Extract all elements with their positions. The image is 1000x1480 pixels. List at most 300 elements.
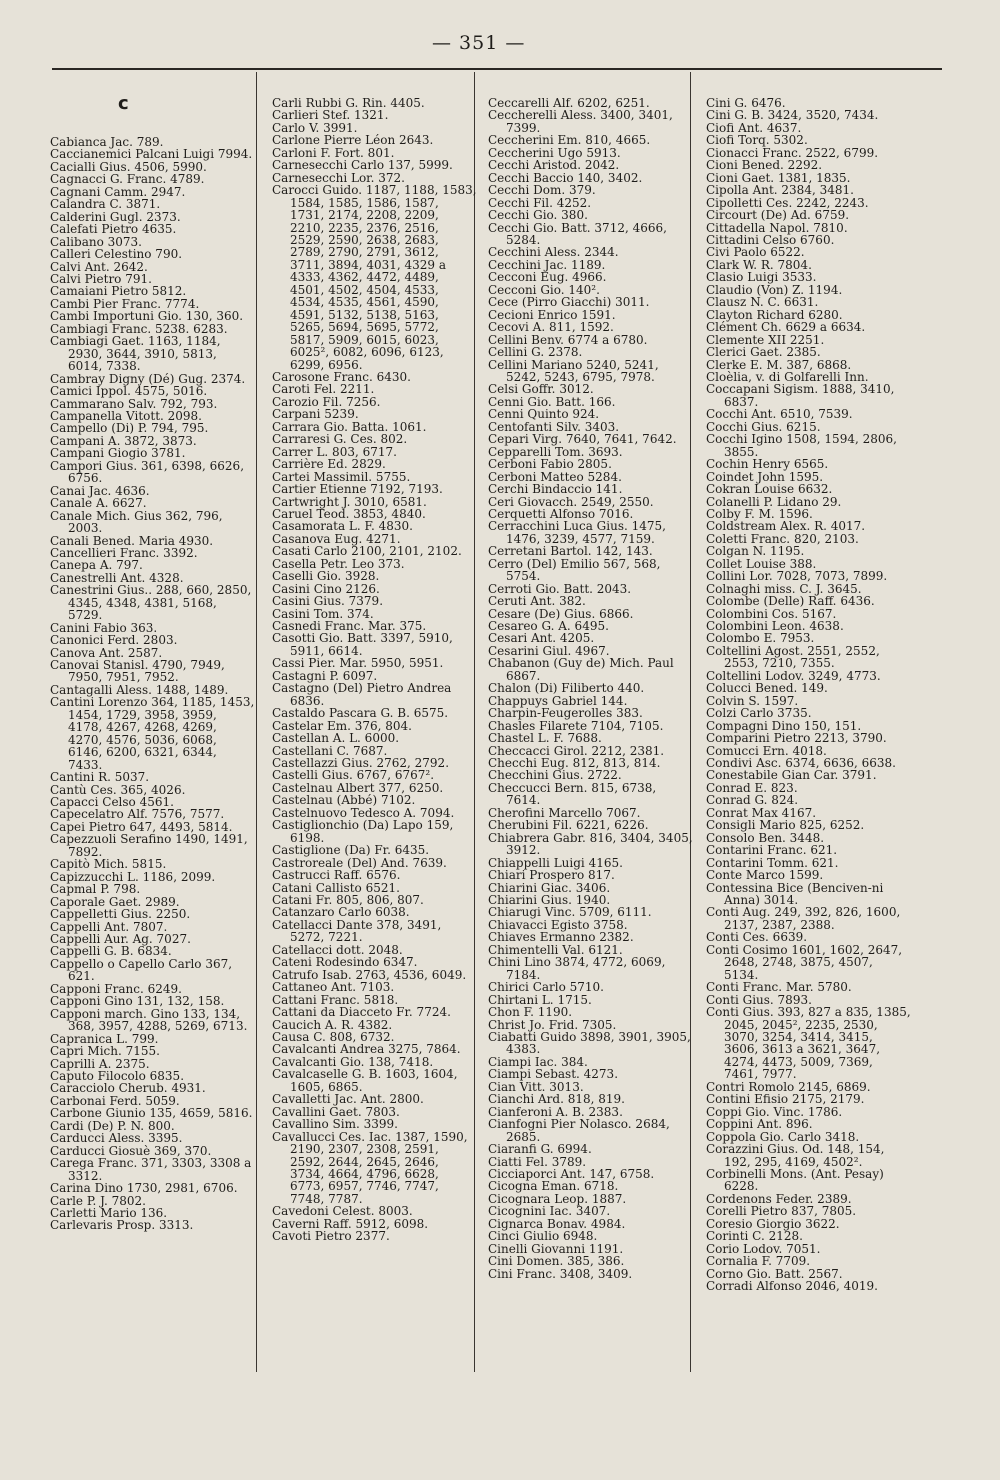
index-entry: Cecchi Dom. 379. xyxy=(488,183,596,198)
index-entry: Capponi Franc. 6249. xyxy=(50,981,182,996)
index-entry: Charpin-Feugerolles 383. xyxy=(488,706,643,721)
index-entry: Colzi Carlo 3735. xyxy=(706,706,812,721)
index-entry: Carega Franc. 371, 3303, 3308 a 3312. xyxy=(50,1156,252,1183)
index-entry: Cecconi Eug. 4966. xyxy=(488,270,607,285)
column-divider xyxy=(256,72,257,1372)
index-entry: Castaldo Pascara G. B. 6575. xyxy=(272,706,449,721)
index-entry: Colvin S. 1597. xyxy=(706,693,799,708)
index-entry: Casini Cino 2126. xyxy=(272,581,380,596)
index-entry: Cece (Pirro Giacchi) 3011. xyxy=(488,295,650,310)
index-entry: Calleri Celestino 790. xyxy=(50,247,183,262)
index-entry: Conrad G. 824. xyxy=(706,793,799,808)
index-entry: Cavalcaselle G. B. 1603, 1604, 1605, 6865. xyxy=(272,1067,458,1094)
index-entry: Chirtani L. 1715. xyxy=(488,992,592,1007)
index-entry: Caporale Gaet. 2989. xyxy=(50,894,180,909)
index-entry: Compagni Dino 150, 151. xyxy=(706,718,862,733)
index-entry: Castroreale (Del) And. 7639. xyxy=(272,855,447,870)
index-entry: Calvi Pietro 791. xyxy=(50,271,152,286)
index-entry: Catellacci Dante 378, 3491, 5272, 7221. xyxy=(272,917,442,945)
index-entry: Checcacci Girol. 2212, 2381. xyxy=(488,743,665,758)
index-entry: Calefati Pietro 4635. xyxy=(50,222,177,237)
index-entry: Capitò Mich. 5815. xyxy=(50,857,167,872)
index-entry: Carosone Franc. 6430. xyxy=(272,369,411,384)
index-entry: Coresio Giorgio 3622. xyxy=(706,1216,840,1231)
index-entry: Casamorata L. F. 4830. xyxy=(272,519,413,534)
index-entry: Carlieri Stef. 1321. xyxy=(272,108,389,123)
index-entry: Canali Bened. Maria 4930. xyxy=(50,533,214,548)
index-entry: Carlo V. 3991. xyxy=(272,120,358,135)
index-entry: Cavedoni Celest. 8003. xyxy=(272,1204,413,1219)
index-entry: Cesari Ant. 4205. xyxy=(488,631,595,646)
index-entry: Clark W. R. 7804. xyxy=(706,257,812,272)
index-entry: Caruel Teod. 3853, 4840. xyxy=(272,506,426,521)
index-entry: Carrière Ed. 2829. xyxy=(272,457,386,472)
index-entry: Corbinelli Mons. (Ant. Pesay) 6228. xyxy=(706,1166,884,1194)
index-entry: Cerro (Del) Emilio 567, 568, 5754. xyxy=(488,556,661,584)
index-entry: Cianfogni Pier Nolasco. 2684, 2685. xyxy=(488,1117,670,1144)
index-entry: Ciabatti Guido 3898, 3901, 3905, 4383. xyxy=(488,1029,691,1057)
index-entry: Condivi Asc. 6374, 6636, 6638. xyxy=(706,756,896,771)
index-entry: Casella Petr. Leo 373. xyxy=(272,556,405,571)
index-entry: Caputo Filocolo 6835. xyxy=(50,1068,185,1083)
index-entry: Chiavacci Egisto 3758. xyxy=(488,917,628,932)
index-entry: Conrat Max 4167. xyxy=(706,805,817,820)
index-entry: Cecovi A. 811, 1592. xyxy=(488,320,614,335)
index-entry: Ciofi Ant. 4637. xyxy=(706,120,802,135)
index-entry: Cecchi Baccio 140, 3402. xyxy=(488,170,643,185)
index-entry: Campello (Di) P. 794, 795. xyxy=(50,421,209,436)
index-entry: Carnesecchi Lor. 372. xyxy=(272,170,405,185)
index-entry: Corno Gio. Batt. 2567. xyxy=(706,1266,843,1281)
index-entry: Conti Franc. Mar. 5780. xyxy=(706,980,852,995)
index-entry: Capei Pietro 647, 4493, 5814. xyxy=(50,819,233,834)
index-entry: Castellan A. L. 6000. xyxy=(272,731,400,746)
index-entry: Cancellieri Franc. 3392. xyxy=(50,545,198,560)
index-entry: Colombini Leon. 4638. xyxy=(706,619,844,634)
index-entry: Castelar Em. 376, 804. xyxy=(272,718,412,733)
index-entry: Casotti Gio. Batt. 3397, 5910, 5911, 6614. xyxy=(272,631,453,658)
index-entry: Civi Paolo 6522. xyxy=(706,245,805,260)
index-entry: Ceri Giovacch. 2549, 2550. xyxy=(488,494,654,509)
index-entry: Chon F. 1190. xyxy=(488,1005,573,1020)
index-entry: Campani Giogio 3781. xyxy=(50,446,186,461)
index-entry: Capri Mich. 7155. xyxy=(50,1044,160,1059)
section-letter: c xyxy=(118,93,129,114)
index-entry: Carletti Mario 136. xyxy=(50,1205,168,1220)
index-entry: Castagni P. 6097. xyxy=(272,668,378,683)
index-entry: Cappelli G. B. 6834. xyxy=(50,944,172,959)
index-entry: Carducci Aless. 3395. xyxy=(50,1131,183,1146)
index-entry: Cepari Virg. 7640, 7641, 7642. xyxy=(488,432,677,447)
index-entry: Colanelli P. Lidano 29. xyxy=(706,494,842,509)
index-entry: Cioni Gaet. 1381, 1835. xyxy=(706,170,851,185)
index-entry: Capecelatro Alf. 7576, 7577. xyxy=(50,807,225,822)
index-entry: Ciofi Torq. 5302. xyxy=(706,133,808,148)
index-entry: Cianchi Ard. 818, 819. xyxy=(488,1092,625,1107)
index-entry: Cicognini Iac. 3407. xyxy=(488,1204,611,1219)
index-entry: Coccapani Sigism. 1888, 3410, 6837. xyxy=(706,382,895,409)
index-entry: Conte Marco 1599. xyxy=(706,868,824,883)
index-entry: Cecconi Gio. 140². xyxy=(488,282,600,297)
index-entry: Castiglione (Da) Fr. 6435. xyxy=(272,843,430,858)
index-entry: Chiarugi Vinc. 5709, 6111. xyxy=(488,905,652,920)
index-entry: Checchi Eug. 812, 813, 814. xyxy=(488,756,661,771)
index-entry: Cappelli Ant. 7807. xyxy=(50,919,168,934)
index-entry: Clasio Luigi 3533. xyxy=(706,270,817,285)
index-entry: Conrad E. 823. xyxy=(706,780,798,795)
index-entry: Cellini G. 2378. xyxy=(488,345,583,360)
index-entry: Canepa A. 797. xyxy=(50,558,143,573)
index-entry: Calderini Gugl. 2373. xyxy=(50,209,181,224)
index-entry: Canale A. 6627. xyxy=(50,496,147,511)
index-entry: Casnedi Franc. Mar. 375. xyxy=(272,619,427,634)
index-entry: Corio Lodov. 7051. xyxy=(706,1241,821,1256)
index-entry: Conti Cosimo 1601, 1602, 2647, 2648, 2748, 3875, 4507, 5134. xyxy=(706,942,903,982)
index-entry: Cerretani Bartol. 142, 143. xyxy=(488,544,653,559)
index-entry: Catellacci dott. 2048. xyxy=(272,942,403,957)
index-entry: Castelli Gius. 6767, 6767². xyxy=(272,768,435,783)
index-column-2 xyxy=(272,97,477,1243)
index-entry: Cokran Louise 6632. xyxy=(706,482,833,497)
index-entry: Cloèlia, v. di Golfarelli Inn. xyxy=(706,369,869,384)
index-entry: Casanova Eug. 4271. xyxy=(272,531,401,546)
index-entry: Cicognara Leop. 1887. xyxy=(488,1191,627,1206)
index-entry: Cavallini Gaet. 7803. xyxy=(272,1104,400,1119)
index-entry: Cochin Henry 6565. xyxy=(706,457,829,472)
index-column-4 xyxy=(706,97,911,1293)
index-entry: Cartier Etienne 7192, 7193. xyxy=(272,482,443,497)
index-entry: Carle P. J. 7802. xyxy=(50,1193,146,1208)
index-entry: Capizzucchi L. 1186, 2099. xyxy=(50,869,216,884)
index-entry: Contessina Bice (Benciven-ni Anna) 3014. xyxy=(706,880,884,907)
index-entry: Cini G. B. 3424, 3520, 7434. xyxy=(706,108,879,123)
index-entry: Carrer L. 803, 6717. xyxy=(272,444,397,459)
index-entry: Claudio (Von) Z. 1194. xyxy=(706,282,843,297)
index-entry: Contini Efisio 2175, 2179. xyxy=(706,1092,865,1107)
index-entry: Cini G. 6476. xyxy=(706,96,786,110)
index-entry: Chalon (Di) Filiberto 440. xyxy=(488,681,645,696)
index-entry: Corazzini Gius. Od. 148, 154, 192, 295, 4169, 4502². xyxy=(706,1142,885,1169)
index-entry: Caccianemici Palcani Luigi 7994. xyxy=(50,147,253,162)
index-entry: Cartwright J. 3010, 6581. xyxy=(272,494,427,509)
index-entry: Chiappelli Luigi 4165. xyxy=(488,855,623,870)
index-entry: Canovai Stanisl. 4790, 7949, 7950, 7951, 7952. xyxy=(50,658,225,685)
index-entry: Chiarini Giac. 3406. xyxy=(488,880,611,895)
index-entry: Clerici Gaet. 2385. xyxy=(706,345,821,360)
index-entry: Coppola Gio. Carlo 3418. xyxy=(706,1129,860,1144)
index-entry: Colombini Cos. 5167. xyxy=(706,606,837,621)
index-entry: Canestrelli Ant. 4328. xyxy=(50,570,184,585)
index-entry: Cantù Ces. 365, 4026. xyxy=(50,782,186,797)
index-entry: Caselli Gio. 3928. xyxy=(272,569,380,584)
index-entry: Calibano 3073. xyxy=(50,234,142,249)
index-entry: Cioni Bened. 2292. xyxy=(706,158,823,173)
index-entry: Cecchi Fil. 4252. xyxy=(488,195,592,210)
index-entry: Cattani Franc. 5818. xyxy=(272,992,399,1007)
index-entry: Catrufo Isab. 2763, 4536, 6049. xyxy=(272,967,467,982)
index-entry: Cerchi Bindaccio 141. xyxy=(488,482,623,497)
index-entry: Caracciolo Cherub. 4931. xyxy=(50,1081,206,1096)
index-entry: Cenni Quinto 924. xyxy=(488,407,600,422)
index-entry: Comucci Ern. 4018. xyxy=(706,743,827,758)
index-entry: Chappuys Gabriel 144. xyxy=(488,693,628,708)
index-entry: Chastel L. F. 7688. xyxy=(488,731,602,746)
index-entry: Castelnuovo Tedesco A. 7094. xyxy=(272,805,455,820)
index-entry: Celsi Goffr. 3012. xyxy=(488,382,594,397)
index-entry: Clemente XII 2251. xyxy=(706,332,825,347)
index-entry: Cambiagi Franc. 5238. 6283. xyxy=(50,321,228,336)
index-entry: Cherofini Marcello 7067. xyxy=(488,805,641,820)
index-entry: Cecioni Enrico 1591. xyxy=(488,307,616,322)
index-entry: Coldstream Alex. R. 4017. xyxy=(706,519,866,534)
index-entry: Cavoti Pietro 2377. xyxy=(272,1229,390,1244)
index-entry: Cantini Lorenzo 364, 1185, 1453, 1454, 1729, 3958, 3959, 4178, 4267, 4268, 4269, 4270, 4576, 5036, 6068, 6146, 6200, 6321, 6344, 7433. xyxy=(50,695,255,772)
index-entry: Casini Tom. 374. xyxy=(272,606,374,621)
index-entry: Chirici Carlo 5710. xyxy=(488,980,604,995)
index-entry: Corelli Pietro 837, 7805. xyxy=(706,1204,857,1219)
index-entry: Carbonai Ferd. 5059. xyxy=(50,1093,180,1108)
index-entry: Ceccherini Em. 810, 4665. xyxy=(488,133,651,148)
index-entry: Causa C. 808, 6732. xyxy=(272,1029,395,1044)
index-entry: Carloni F. Fort. 801. xyxy=(272,145,395,160)
index-entry: Coltellini Agost. 2551, 2552, 2553, 7210, 7355. xyxy=(706,643,880,671)
index-entry: Conti Gius. 7893. xyxy=(706,992,812,1007)
index-entry: Cambiagi Gaet. 1163, 1184, 2930, 3644, 3910, 5813, 6014, 7338. xyxy=(50,334,221,374)
index-entry: Colgan N. 1195. xyxy=(706,544,805,559)
index-entry: Cavallucci Ces. Iac. 1387, 1590, 2190, 2307, 2308, 2591, 2592, 2644, 2645, 2646, 3734, 4664, 4796, 6628, 6773, 6957, 7746, 7747, 7748, 7787. xyxy=(272,1129,468,1206)
index-entry: Cinelli Giovanni 1191. xyxy=(488,1241,624,1256)
index-entry: Cocchi Igino 1508, 1594, 2806, 3855. xyxy=(706,432,897,459)
index-entry: Chiaves Ermanno 2382. xyxy=(488,930,634,945)
index-entry: Cardi (De) P. N. 800. xyxy=(50,1118,175,1133)
index-entry: Calandra C. 3871. xyxy=(50,197,161,212)
index-entry: Cipolletti Ces. 2242, 2243. xyxy=(706,195,869,210)
index-entry: Castellazzi Gius. 2762, 2792. xyxy=(272,756,450,771)
index-entry: Cellini Benv. 6774 a 6780. xyxy=(488,332,648,347)
index-entry: Castiglionchio (Da) Lapo 159, 6198. xyxy=(272,818,454,845)
index-entry: Cerracchini Luca Gius. 1475, 1476, 3239, 4577, 7159. xyxy=(488,519,666,546)
index-entry: Carlevaris Prosp. 3313. xyxy=(50,1218,194,1233)
index-entry: Chasles Filarete 7104, 7105. xyxy=(488,718,664,733)
index-entry: Contarini Tomm. 621. xyxy=(706,855,839,870)
index-entry: Clément Ch. 6629 a 6634. xyxy=(706,320,866,335)
index-entry: Cignarca Bonav. 4984. xyxy=(488,1216,626,1231)
index-entry: Caroti Fel. 2211. xyxy=(272,382,375,397)
index-entry: Cenni Gio. Batt. 166. xyxy=(488,394,616,409)
index-entry: Capacci Celso 4561. xyxy=(50,795,174,810)
index-entry: Circourt (De) Ad. 6759. xyxy=(706,208,850,223)
index-entry: Cianferoni A. B. 2383. xyxy=(488,1104,623,1119)
index-entry: Cambi Pier Franc. 7774. xyxy=(50,296,200,311)
index-entry: Carina Dino 1730, 2981, 6706. xyxy=(50,1181,238,1196)
index-entry: Castellani C. 7687. xyxy=(272,743,388,758)
index-entry: Colucci Bened. 149. xyxy=(706,681,828,696)
index-entry: Conti Aug. 249, 392, 826, 1600, 2137, 2387, 2388. xyxy=(706,905,901,932)
index-column-1 xyxy=(50,136,255,1232)
index-entry: Catani Fr. 805, 806, 807. xyxy=(272,893,424,907)
index-entry: Caucich A. R. 4382. xyxy=(272,1017,393,1032)
index-entry: Cavallino Sim. 3399. xyxy=(272,1117,398,1132)
index-entry: Cecchi Gio. 380. xyxy=(488,208,588,223)
index-entry: Castrucci Raff. 6576. xyxy=(272,868,401,883)
index-entry: Coltellini Lodov. 3249, 4773. xyxy=(706,668,881,683)
index-entry: Ciatti Fel. 3789. xyxy=(488,1154,587,1169)
index-entry: Cappello o Capello Carlo 367, 621. xyxy=(50,956,233,984)
index-entry: Campani A. 3872, 3873. xyxy=(50,433,197,448)
index-entry: Chiari Prospero 817. xyxy=(488,868,615,883)
index-entry: Cicogna Eman. 6718. xyxy=(488,1179,619,1194)
index-entry: Coppi Gio. Vinc. 1786. xyxy=(706,1104,843,1119)
index-entry: Cesarini Giul. 4967. xyxy=(488,643,610,658)
index-entry: Capponi Gino 131, 132, 158. xyxy=(50,994,225,1009)
index-column-3 xyxy=(488,97,693,1280)
index-entry: Centofanti Silv. 3403. xyxy=(488,419,620,434)
index-entry: Carrara Gio. Batta. 1061. xyxy=(272,419,427,434)
index-entry: Cartei Massimil. 5755. xyxy=(272,469,411,484)
index-entry: Capponi march. Gino 133, 134, 368, 3957, 4288, 5269, 6713. xyxy=(50,1006,248,1034)
index-entry: Cerroti Gio. Batt. 2043. xyxy=(488,581,632,596)
index-entry: Cocchi Gius. 6215. xyxy=(706,419,821,434)
index-entry: Cecchi Aristod. 2042. xyxy=(488,158,620,173)
index-entry: Canonici Ferd. 2803. xyxy=(50,633,178,648)
index-entry: Cappelli Aur. Ag. 7027. xyxy=(50,932,191,946)
index-entry: Carducci Giosuè 369, 370. xyxy=(50,1143,212,1158)
index-entry: Cesareo G. A. 6495. xyxy=(488,619,609,634)
index-entry: Capranica L. 799. xyxy=(50,1031,159,1046)
index-entry: Collini Lor. 7028, 7073, 7899. xyxy=(706,569,888,584)
index-entry: Cerboni Matteo 5284. xyxy=(488,469,622,484)
index-entry: Cacialli Gius. 4506, 5990. xyxy=(50,159,207,174)
index-entry: Carraresi G. Ces. 802. xyxy=(272,432,408,447)
index-entry: Canova Ant. 2587. xyxy=(50,645,163,660)
index-entry: Carli Rubbi G. Rin. 4405. xyxy=(272,96,425,110)
index-entry: Consolo Ben. 3448. xyxy=(706,830,825,845)
index-entry: Camaiani Pietro 5812. xyxy=(50,284,187,299)
index-entry: Cittadini Celso 6760. xyxy=(706,232,835,247)
index-entry: Cagnacci G. Franc. 4789. xyxy=(50,172,205,187)
index-entry: Cateni Rodesindo 6347. xyxy=(272,955,418,970)
index-entry: Castelnau (Abbé) 7102. xyxy=(272,793,416,808)
index-entry: Ciaranfi G. 6994. xyxy=(488,1142,592,1157)
index-entry: Cassi Pier. Mar. 5950, 5951. xyxy=(272,656,444,671)
index-entry: Campanella Vitott. 2098. xyxy=(50,408,202,423)
index-entry: Casini Gius. 7379. xyxy=(272,594,384,609)
index-entry: Cavalletti Jac. Ant. 2800. xyxy=(272,1092,424,1107)
index-entry: Cordenons Feder. 2389. xyxy=(706,1191,852,1206)
index-entry: Carpani 5239. xyxy=(272,407,359,422)
index-entry: Cammarano Salv. 792, 793. xyxy=(50,396,218,411)
index-entry: Camici Ippol. 4575, 5016. xyxy=(50,384,208,399)
index-entry: Cantagalli Aless. 1488, 1489. xyxy=(50,682,229,697)
index-entry: Carnesecchi Carlo 137, 5999. xyxy=(272,158,453,173)
index-entry: Contri Romolo 2145, 6869. xyxy=(706,1079,871,1094)
index-entry: Clerke E. M. 387, 6868. xyxy=(706,357,852,372)
index-entry: Catani Callisto 6521. xyxy=(272,880,400,895)
index-entry: Calvi Ant. 2642. xyxy=(50,259,148,274)
header-rule xyxy=(52,68,942,70)
index-entry: Carozio Fil. 7256. xyxy=(272,394,381,409)
index-entry: Chiabrera Gabr. 816, 3404, 3405, 3912. xyxy=(488,830,693,858)
index-entry: Corinti C. 2128. xyxy=(706,1229,803,1244)
index-entry: Comparini Pietro 2213, 3790. xyxy=(706,731,887,746)
index-entry: Cocchi Ant. 6510, 7539. xyxy=(706,407,853,422)
index-entry: Caprilli A. 2375. xyxy=(50,1056,150,1071)
index-entry: Cecchini Jac. 1189. xyxy=(488,257,606,272)
index-entry: Colombo E. 7953. xyxy=(706,631,815,646)
index-entry: Cantini R. 5037. xyxy=(50,770,150,785)
index-entry: Conti Gius. 393, 827 a 835, 1385, 2045, 2045², 2235, 2530, 3070, 3254, 3414, 3415, 3606, 3613 a 3621, 3647, 4274, 4473, 5009, 7369, 7461, 7977. xyxy=(706,1005,911,1082)
index-entry: Cattani da Diacceto Fr. 7724. xyxy=(272,1005,451,1020)
index-entry: Caverni Raff. 5912, 6098. xyxy=(272,1216,429,1231)
index-entry: Cinci Giulio 6948. xyxy=(488,1229,598,1244)
index-entry: Canai Jac. 4636. xyxy=(50,483,150,498)
index-entry: Cagnani Camm. 2947. xyxy=(50,184,186,199)
index-entry: Collet Louise 388. xyxy=(706,556,817,571)
index-entry: Cini Franc. 3408, 3409. xyxy=(488,1266,633,1281)
index-entry: Cecchini Aless. 2344. xyxy=(488,245,619,260)
index-entry: Conestabile Gian Car. 3791. xyxy=(706,768,877,783)
index-entry: Casati Carlo 2100, 2101, 2102. xyxy=(272,544,462,559)
index-entry: Consigli Mario 825, 6252. xyxy=(706,818,865,833)
index-entry: Clayton Richard 6280. xyxy=(706,307,843,322)
index-entry: Contarini Franc. 621. xyxy=(706,843,838,858)
index-entry: Cattaneo Ant. 7103. xyxy=(272,980,395,995)
index-entry: Chabanon (Guy de) Mich. Paul 6867. xyxy=(488,656,674,683)
index-entry: Cherubini Fil. 6221, 6226. xyxy=(488,818,649,833)
index-entry: Cionacci Franc. 2522, 6799. xyxy=(706,145,879,160)
index-entry: Cappelletti Gius. 2250. xyxy=(50,907,191,922)
index-entry: Coindet John 1595. xyxy=(706,469,824,484)
index-entry: Ciampi Iac. 384. xyxy=(488,1054,588,1069)
index-entry: Cerboni Fabio 2805. xyxy=(488,457,612,472)
index-entry: Castagno (Del) Pietro Andrea 6836. xyxy=(272,681,452,708)
index-entry: Coletti Franc. 820, 2103. xyxy=(706,531,859,546)
index-entry: Colby F. M. 1596. xyxy=(706,506,813,521)
index-entry: Capezzuoli Serafino 1490, 1491, 7892. xyxy=(50,832,248,859)
index-entry: Catanzaro Carlo 6038. xyxy=(272,905,410,920)
index-entry: Carbone Giunio 135, 4659, 5816. xyxy=(50,1106,253,1121)
index-entry: Ceccherini Ugo 5913. xyxy=(488,145,621,160)
index-entry: Ceccherelli Aless. 3400, 3401, 7399. xyxy=(488,108,673,135)
index-entry: Ceruti Ant. 382. xyxy=(488,594,586,609)
index-entry: Cerquetti Alfonso 7016. xyxy=(488,506,634,521)
index-entry: Cini Domen. 385, 386. xyxy=(488,1254,625,1269)
index-entry: Cicciaporci Ant. 147, 6758. xyxy=(488,1166,655,1181)
index-entry: Ceccarelli Alf. 6202, 6251. xyxy=(488,96,650,110)
index-entry: Cian Vitt. 3013. xyxy=(488,1079,584,1094)
index-entry: Cornalia F. 7709. xyxy=(706,1254,811,1269)
index-entry: Cepparelli Tom. 3693. xyxy=(488,444,623,459)
index-entry: Cabianca Jac. 789. xyxy=(50,135,164,149)
index-entry: Ciampi Sebast. 4273. xyxy=(488,1067,619,1082)
index-entry: Carlone Pierre Léon 2643. xyxy=(272,133,434,148)
index-entry: Colombe (Delle) Raff. 6436. xyxy=(706,594,875,609)
index-entry: Canale Mich. Gius 362, 796, 2003. xyxy=(50,508,223,536)
index-entry: Canestrini Gius.. 288, 660, 2850, 4345, 4348, 4381, 5168, 5729. xyxy=(50,583,252,623)
index-entry: Capmal P. 798. xyxy=(50,882,141,897)
index-entry: Cavalcanti Gio. 138, 7418. xyxy=(272,1054,434,1069)
index-entry: Castelnau Albert 377, 6250. xyxy=(272,780,444,795)
index-entry: Canini Fabio 363. xyxy=(50,620,158,635)
index-entry: Cavalcanti Andrea 3275, 7864. xyxy=(272,1042,461,1057)
index-entry: Coppini Ant. 896. xyxy=(706,1117,813,1132)
index-entry: Cambray Digny (Dé) Gug. 2374. xyxy=(50,371,246,386)
index-entry: Cesare (De) Gius. 6866. xyxy=(488,606,634,621)
index-entry: Checchini Gius. 2722. xyxy=(488,768,622,783)
index-entry: Conti Ces. 6639. xyxy=(706,930,808,945)
index-entry: Cittadella Napol. 7810. xyxy=(706,220,848,235)
index-entry: Chiarini Gius. 1940. xyxy=(488,893,611,907)
